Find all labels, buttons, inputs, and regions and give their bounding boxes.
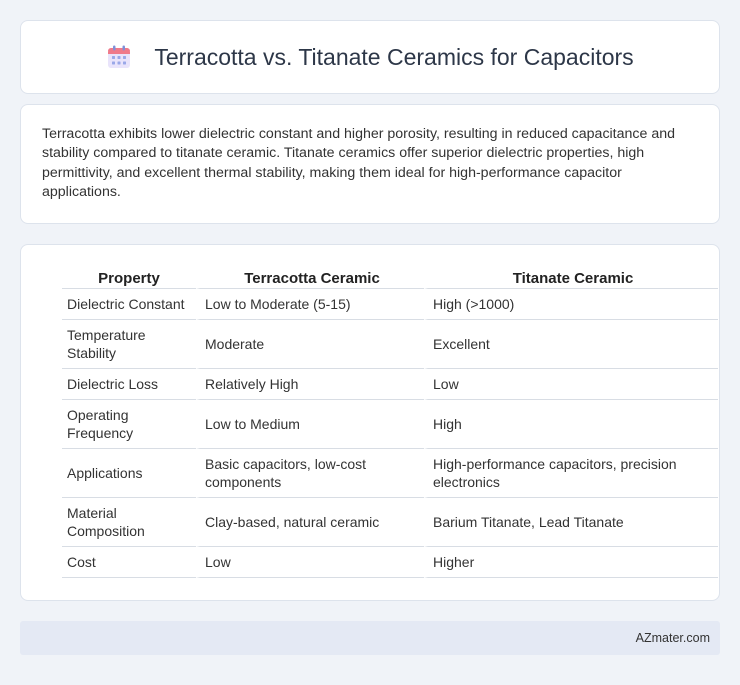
table-header-row	[62, 263, 718, 289]
column-header-property: Property	[62, 263, 196, 289]
table-cell: Barium Titanate, Lead Titanate	[424, 498, 718, 547]
table-cell: Material Composition	[62, 498, 196, 547]
table-cell: Cost	[62, 547, 196, 578]
table-row	[62, 547, 718, 578]
comparison-table	[62, 263, 718, 578]
table-row	[62, 498, 718, 547]
table-cell: Operating Frequency	[62, 400, 196, 449]
calendar-icon	[106, 44, 132, 70]
table-cell: High (>1000)	[424, 289, 718, 320]
table-row	[62, 320, 718, 369]
table-cell: Relatively High	[196, 369, 424, 400]
table-row	[62, 449, 718, 498]
table-cell: Low to Medium	[196, 400, 424, 449]
table-cell: Basic capacitors, low-cost components	[196, 449, 424, 498]
table-cell: High	[424, 400, 718, 449]
header-card	[20, 20, 720, 94]
table-cell: Low	[196, 547, 424, 578]
footer	[20, 621, 720, 655]
table-cell: Clay-based, natural ceramic	[196, 498, 424, 547]
summary-card	[20, 104, 720, 224]
table-cell: Dielectric Constant	[62, 289, 196, 320]
table-cell: Temperature Stability	[62, 320, 196, 369]
table-row	[62, 369, 718, 400]
table-cell: High-performance capacitors, precision electronics	[424, 449, 718, 498]
table-row	[62, 400, 718, 449]
summary-text: Terracotta exhibits lower dielectric constant and higher porosity, resulting in reduced capacitance and stability compared to titanate ceramic. Titanate ceramics offer superior dielectric properties, high permittivity, and excellent thermal stability, making them ideal for high-performance capacitor applications.	[42, 126, 676, 201]
table-cell: Applications	[62, 449, 196, 498]
table-cell: Low	[424, 369, 718, 400]
table-cell: Moderate	[196, 320, 424, 369]
table-cell: Excellent	[424, 320, 718, 369]
comparison-table-card	[20, 244, 720, 601]
table-cell: Low to Moderate (5-15)	[196, 289, 424, 320]
page-title: Terracotta vs. Titanate Ceramics for Capacitors	[154, 43, 634, 70]
table-row	[62, 289, 718, 320]
table-cell: Dielectric Loss	[62, 369, 196, 400]
footer-brand: AZmater.com	[635, 631, 710, 645]
column-header-titanate: Titanate Ceramic	[424, 263, 718, 289]
table-cell: Higher	[424, 547, 718, 578]
column-header-terracotta: Terracotta Ceramic	[196, 263, 424, 289]
